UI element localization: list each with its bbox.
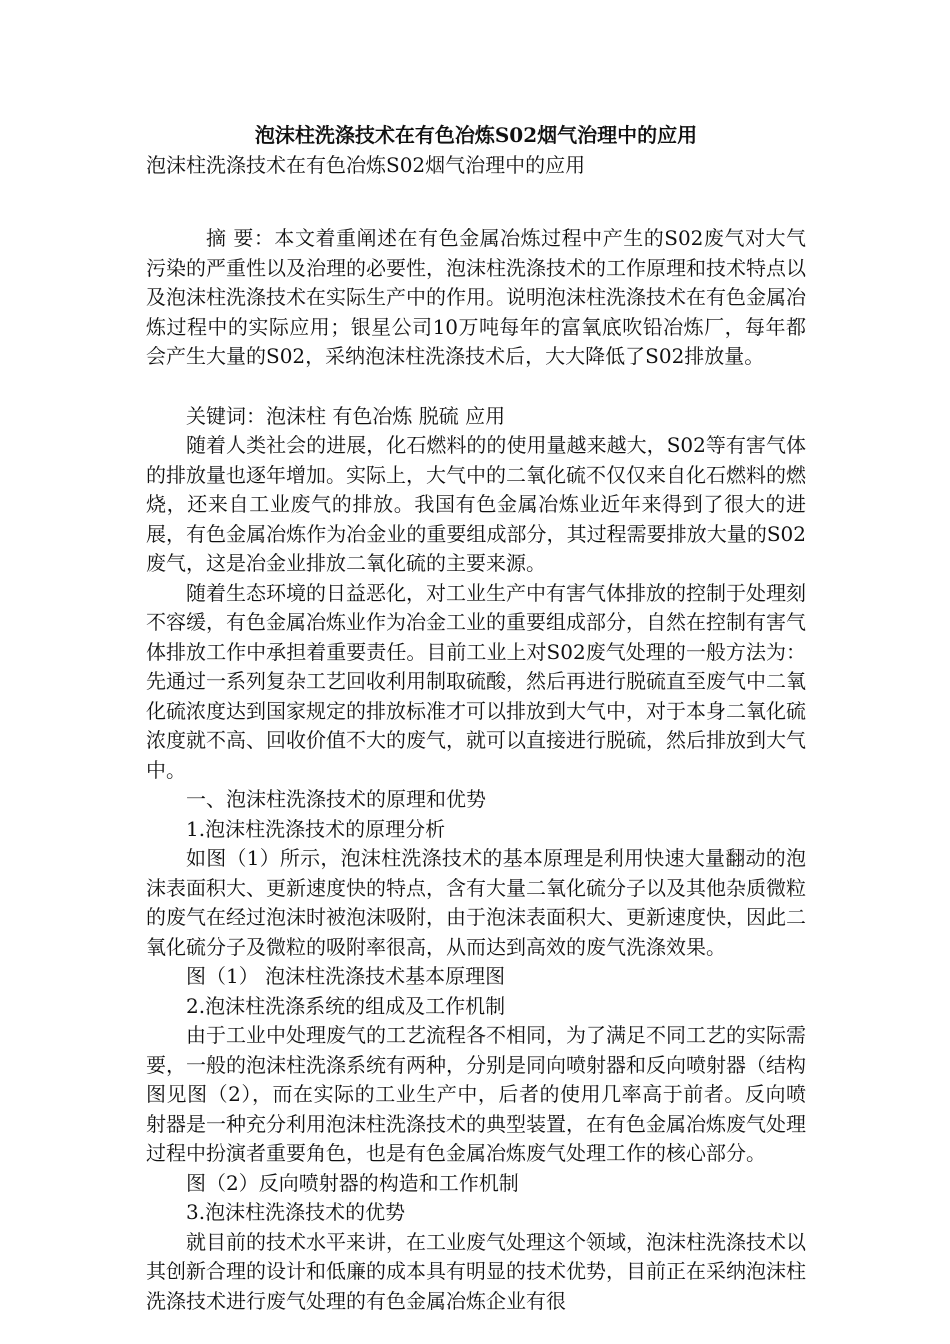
subsection-heading-1-1: 1.泡沫柱洗涤技术的原理分析: [186, 816, 446, 841]
blank-line: [146, 372, 806, 402]
body-paragraph-2: 随着生态环境的日益恶化，对工业生产中有害气体排放的控制于处理刻不容缓，有色金属冶炼业作为冶金工业的重要组成部分，自然在控制有害气体排放工作中承担着重要责任。目前工业上对S02废气处理的一般方法为：先通过一系列复杂工艺回收利用制取硫酸，然后再进行脱硫直至废气中二氧化硫浓度达到国家规定的排放标准才可以排放到大气中，对于本身二氧化硫浓度就不高、回收价值不大的废气，就可以直接进行脱硫，然后排放到大气中。: [146, 580, 806, 782]
subsection-heading-1-2: 2.泡沫柱洗涤系统的组成及工作机制: [186, 993, 506, 1018]
figure-1-caption: 图（1） 泡沫柱洗涤技术基本原理图: [186, 964, 506, 988]
body-paragraph-5: 就目前的技术水平来讲，在工业废气处理这个领域，泡沫柱洗涤技术以其创新合理的设计和低廉的成本具有明显的技术优势，目前正在采纳泡沫柱洗涤技术进行废气处理的有色金属冶炼企业有很: [146, 1229, 806, 1313]
document-title: 泡沫柱洗涤技术在有色冶炼S02烟气治理中的应用: [254, 123, 698, 147]
abstract-paragraph: 摘 要：本文着重阐述在有色金属冶炼过程中产生的S02废气对大气污染的严重性以及治理的必要性，泡沫柱洗涤技术的工作原理和技术特点以及泡沫柱洗涤技术在实际生产中的作用。说明泡沫柱洗涤技术在有色金属冶炼过程中的实际应用；银星公司10万吨每年的富氧底吹铅冶炼厂，每年都会产生大量的S02，采纳泡沫柱洗涤技术后，大大降低了S02排放量。: [146, 226, 806, 368]
body-paragraph-3: 如图（1）所示，泡沫柱洗涤技术的基本原理是利用快速大量翻动的泡沫表面积大、更新速度快的特点，含有大量二氧化硫分子以及其他杂质微粒的废气在经过泡沫时被泡沫吸附，由于泡沫表面积大、更新速度快，因此二氧化硫分子及微粒的吸附率很高，从而达到高效的废气洗涤效果。: [146, 846, 806, 959]
figure-2-caption: 图（2）反向喷射器的构造和工作机制: [186, 1170, 519, 1195]
body-paragraph-4: 由于工业中处理废气的工艺流程各不相同，为了满足不同工艺的实际需要，一般的泡沫柱洗涤系统有两种，分别是同向喷射器和反向喷射器（结构图见图（2），而在实际的工业生产中，后者的使用几率高于前者。反向喷射器是一种充分利用泡沫柱洗涤技术的典型装置，在有色金属冶炼废气处理过程中扮演者重要角色，也是有色金属冶炼废气处理工作的核心部分。: [146, 1023, 806, 1165]
document-subtitle: 泡沫柱洗涤技术在有色冶炼S02烟气治理中的应用: [146, 153, 586, 177]
section-heading-1: 一、泡沫柱洗涤技术的原理和优势: [186, 787, 486, 811]
subsection-heading-1-3: 3.泡沫柱洗涤技术的优势: [186, 1200, 406, 1224]
blank-line: [146, 180, 806, 210]
body-paragraph-1: 随着人类社会的进展，化石燃料的的使用量越来越大，S02等有害气体的排放量也逐年增加。实际上，大气中的二氧化硫不仅仅来自化石燃料的燃烧，还来自工业废气的排放。我国有色金属冶炼业近年来得到了很大的进展，有色金属冶炼作为冶金业的重要组成部分，其过程需要排放大量的S02废气，这是冶金业排放二氧化硫的主要来源。: [146, 433, 806, 575]
keywords-line: 关键词：泡沫柱 有色冶炼 脱硫 应用: [186, 403, 506, 428]
document-page: [146, 120, 806, 1316]
